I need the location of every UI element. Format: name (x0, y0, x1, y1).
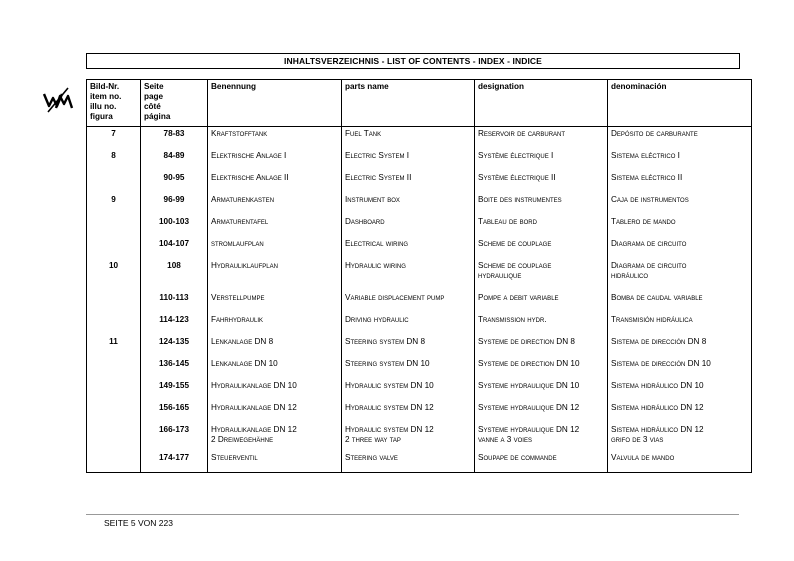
name-german (208, 215, 342, 237)
header-item-number (87, 80, 141, 127)
table-row (87, 291, 752, 313)
table-row (87, 193, 752, 215)
name-spanish-line: Sistema eléctrico I (611, 150, 680, 160)
name-french (475, 423, 608, 451)
name-english (342, 451, 475, 473)
name-spanish-line: Sistema de dirección DN 10 (611, 358, 711, 368)
name-english-line: Steering valve (345, 452, 398, 462)
name-german-line: 2 Dreiwegehähne (211, 434, 274, 444)
page-range: 104-107 (141, 237, 208, 259)
name-german-line: Hydraulikanlage DN 12 (211, 402, 297, 412)
name-german (208, 335, 342, 357)
contents-table (86, 79, 752, 473)
table-header-row (87, 80, 752, 127)
page-range: 90-95 (141, 171, 208, 193)
name-french-line: Systeme hydraulique DN 12 (478, 424, 580, 434)
name-french-line: Systeme hydraulique DN 12 (478, 402, 580, 412)
page-range: 136-145 (141, 357, 208, 379)
name-french (475, 171, 608, 193)
name-german (208, 291, 342, 313)
name-german-line: Armaturentafel (211, 216, 269, 226)
page-range: 108 (141, 259, 208, 291)
name-french-line: hydraulique (478, 270, 522, 280)
name-spanish-line: Bomba de caudal variable (611, 292, 703, 302)
name-german (208, 451, 342, 473)
name-french (475, 379, 608, 401)
name-spanish (608, 291, 752, 313)
name-french-line: Système électrique II (478, 172, 556, 182)
name-spanish (608, 215, 752, 237)
name-german-line: Verstellpumpe (211, 292, 265, 302)
name-spanish-line: Transmisión hidráulica (611, 314, 693, 324)
item-number: 10 (87, 259, 141, 291)
header-item-number-line: figura (90, 112, 113, 121)
name-spanish-line: Tablero de mando (611, 216, 676, 226)
name-spanish-line: Sistema hidráulico DN 10 (611, 380, 704, 390)
name-german-line: stromlaufplan (211, 238, 264, 248)
name-french-line: vanne a 3 voies (478, 434, 532, 444)
name-english (342, 335, 475, 357)
name-french-line: Systeme de direction DN 8 (478, 336, 575, 346)
name-english-line: Hydraulic system DN 10 (345, 380, 434, 390)
header-spanish: denominación (608, 80, 752, 127)
table-row (87, 423, 752, 451)
name-english-line: Electrical wiring (345, 238, 409, 248)
name-german-line: Elektrische Anlage I (211, 150, 287, 160)
header-item-number-line: illu no. (90, 102, 117, 111)
page-footer: SEITE 5 VON 223 (104, 518, 173, 528)
item-number (87, 291, 141, 313)
name-spanish (608, 149, 752, 171)
page-range: 78-83 (141, 127, 208, 149)
item-number (87, 423, 141, 451)
name-spanish-line: Sistema eléctrico II (611, 172, 683, 182)
name-french-line: Pompe a debit variable (478, 292, 559, 302)
name-spanish (608, 379, 752, 401)
name-german (208, 401, 342, 423)
name-french-line: Scheme de couplage (478, 238, 552, 248)
name-spanish-line: Valvula de mando (611, 452, 675, 462)
name-english (342, 313, 475, 335)
name-english (342, 127, 475, 149)
name-spanish-line: Depósito de carburante (611, 129, 698, 138)
name-french (475, 127, 608, 149)
name-french-line: Soupape de commande (478, 452, 557, 462)
footer-divider (86, 514, 739, 515)
name-english (342, 379, 475, 401)
header-item-number-line: item no. (90, 92, 122, 101)
name-english-line: Steering system DN 8 (345, 336, 426, 346)
name-french (475, 313, 608, 335)
item-number (87, 215, 141, 237)
table-row (87, 451, 752, 473)
table-row (87, 171, 752, 193)
table-row (87, 379, 752, 401)
name-french (475, 237, 608, 259)
name-french (475, 335, 608, 357)
table-row (87, 215, 752, 237)
item-number: 11 (87, 335, 141, 357)
name-german (208, 193, 342, 215)
name-english-line: Dashboard (345, 216, 385, 226)
name-french-line: Scheme de couplage (478, 260, 552, 270)
item-number: 9 (87, 193, 141, 215)
name-german-line: Lenkanlage DN 8 (211, 336, 274, 346)
item-number (87, 379, 141, 401)
name-spanish (608, 451, 752, 473)
name-english (342, 149, 475, 171)
name-french (475, 401, 608, 423)
name-spanish (608, 335, 752, 357)
table-row (87, 357, 752, 379)
name-german-line: Hydrauliklaufplan (211, 260, 278, 270)
name-spanish (608, 193, 752, 215)
name-spanish-line: Diagrama de circuito (611, 260, 687, 270)
name-english (342, 259, 475, 291)
item-number (87, 357, 141, 379)
header-page-line: côté (144, 102, 161, 111)
name-english (342, 193, 475, 215)
name-english-line: Variable displacement pump (345, 292, 445, 302)
name-english (342, 357, 475, 379)
name-french-line: Tableau de bord (478, 216, 537, 226)
name-german-line: Hydraulikanlage DN 12 (211, 424, 297, 434)
name-german-line: Armaturenkasten (211, 194, 275, 204)
name-german-line: Steuerventil (211, 452, 258, 462)
header-german: Benennung (208, 80, 342, 127)
page-range: 114-123 (141, 313, 208, 335)
header-page-line: página (144, 112, 171, 121)
name-german (208, 357, 342, 379)
name-german (208, 171, 342, 193)
name-english-line: Driving hydraulic (345, 314, 409, 324)
name-german-line: Elektrische Anlage II (211, 172, 289, 182)
table-row (87, 149, 752, 171)
name-english-line: Fuel Tank (345, 129, 382, 138)
item-number (87, 401, 141, 423)
name-spanish (608, 127, 752, 149)
item-number (87, 237, 141, 259)
name-french (475, 357, 608, 379)
name-german (208, 259, 342, 291)
name-spanish-line: grifo de 3 vias (611, 434, 664, 444)
name-english (342, 237, 475, 259)
name-french (475, 259, 608, 291)
name-french-line: Transmission hydr. (478, 314, 547, 324)
name-english-line: Electric System II (345, 172, 412, 182)
header-english: parts name (342, 80, 475, 127)
name-spanish (608, 171, 752, 193)
name-french-line: Systeme hydraulique DN 10 (478, 380, 580, 390)
item-number (87, 171, 141, 193)
table-row (87, 401, 752, 423)
name-german (208, 127, 342, 149)
name-french-line: Systeme de direction DN 10 (478, 358, 580, 368)
header-page (141, 80, 208, 127)
name-english (342, 401, 475, 423)
name-german-line: Lenkanlage DN 10 (211, 358, 278, 368)
header-item-number-line: Bild-Nr. (90, 82, 120, 91)
name-english (342, 291, 475, 313)
name-german (208, 423, 342, 451)
page-range: 110-113 (141, 291, 208, 313)
header-french: designation (475, 80, 608, 127)
name-german (208, 313, 342, 335)
name-spanish-line: Caja de instrumentos (611, 194, 689, 204)
name-english-line: Hydraulic system DN 12 (345, 402, 434, 412)
name-french (475, 291, 608, 313)
name-spanish (608, 313, 752, 335)
name-spanish (608, 401, 752, 423)
name-english (342, 171, 475, 193)
page-range: 124-135 (141, 335, 208, 357)
page-range: 174-177 (141, 451, 208, 473)
name-german (208, 379, 342, 401)
name-english-line: Hydraulic system DN 12 (345, 424, 434, 434)
item-number: 7 (87, 127, 141, 149)
page-range: 149-155 (141, 379, 208, 401)
item-number: 8 (87, 149, 141, 171)
header-page-line: Seite (144, 82, 164, 91)
name-french (475, 193, 608, 215)
name-german (208, 149, 342, 171)
name-spanish-line: Diagrama de circuito (611, 238, 687, 248)
name-french (475, 451, 608, 473)
name-spanish-line: Sistema hidráulico DN 12 (611, 402, 704, 412)
table-row (87, 313, 752, 335)
name-german (208, 237, 342, 259)
name-english-line: Electric System I (345, 150, 410, 160)
item-number (87, 451, 141, 473)
page-range: 156-165 (141, 401, 208, 423)
page-range: 100-103 (141, 215, 208, 237)
name-english (342, 215, 475, 237)
name-english-line: Instrument box (345, 194, 400, 204)
name-french (475, 149, 608, 171)
name-spanish (608, 357, 752, 379)
header-page-line: page (144, 92, 164, 101)
table-row (87, 259, 752, 291)
name-spanish-line: Sistema hidráulico DN 12 (611, 424, 704, 434)
page-range: 96-99 (141, 193, 208, 215)
name-spanish-line: hidráulico (611, 270, 649, 280)
name-french-line: Système électrique I (478, 150, 554, 160)
name-french-line: Reservoir de carburant (478, 129, 566, 138)
name-spanish-line: Sistema de dirección DN 8 (611, 336, 707, 346)
document-title: INHALTSVERZEICHNIS - LIST OF CONTENTS - INDEX - INDICE (86, 53, 740, 69)
name-spanish (608, 237, 752, 259)
table-row (87, 237, 752, 259)
name-french-line: Boite des instrumentes (478, 194, 562, 204)
wm-logo-icon (42, 84, 74, 116)
name-spanish (608, 259, 752, 291)
name-english-line: Steering system DN 10 (345, 358, 430, 368)
page-range: 166-173 (141, 423, 208, 451)
page-range: 84-89 (141, 149, 208, 171)
name-german-line: Kraftstofftank (211, 129, 268, 138)
name-german-line: Fahrhydraulik (211, 314, 264, 324)
name-english-line: Hydraulic wiring (345, 260, 406, 270)
name-english (342, 423, 475, 451)
name-spanish (608, 423, 752, 451)
name-french (475, 215, 608, 237)
name-german-line: Hydraulikanlage DN 10 (211, 380, 297, 390)
name-english-line: 2 three way tap (345, 434, 401, 444)
table-row (87, 335, 752, 357)
item-number (87, 313, 141, 335)
table-row (87, 127, 752, 149)
